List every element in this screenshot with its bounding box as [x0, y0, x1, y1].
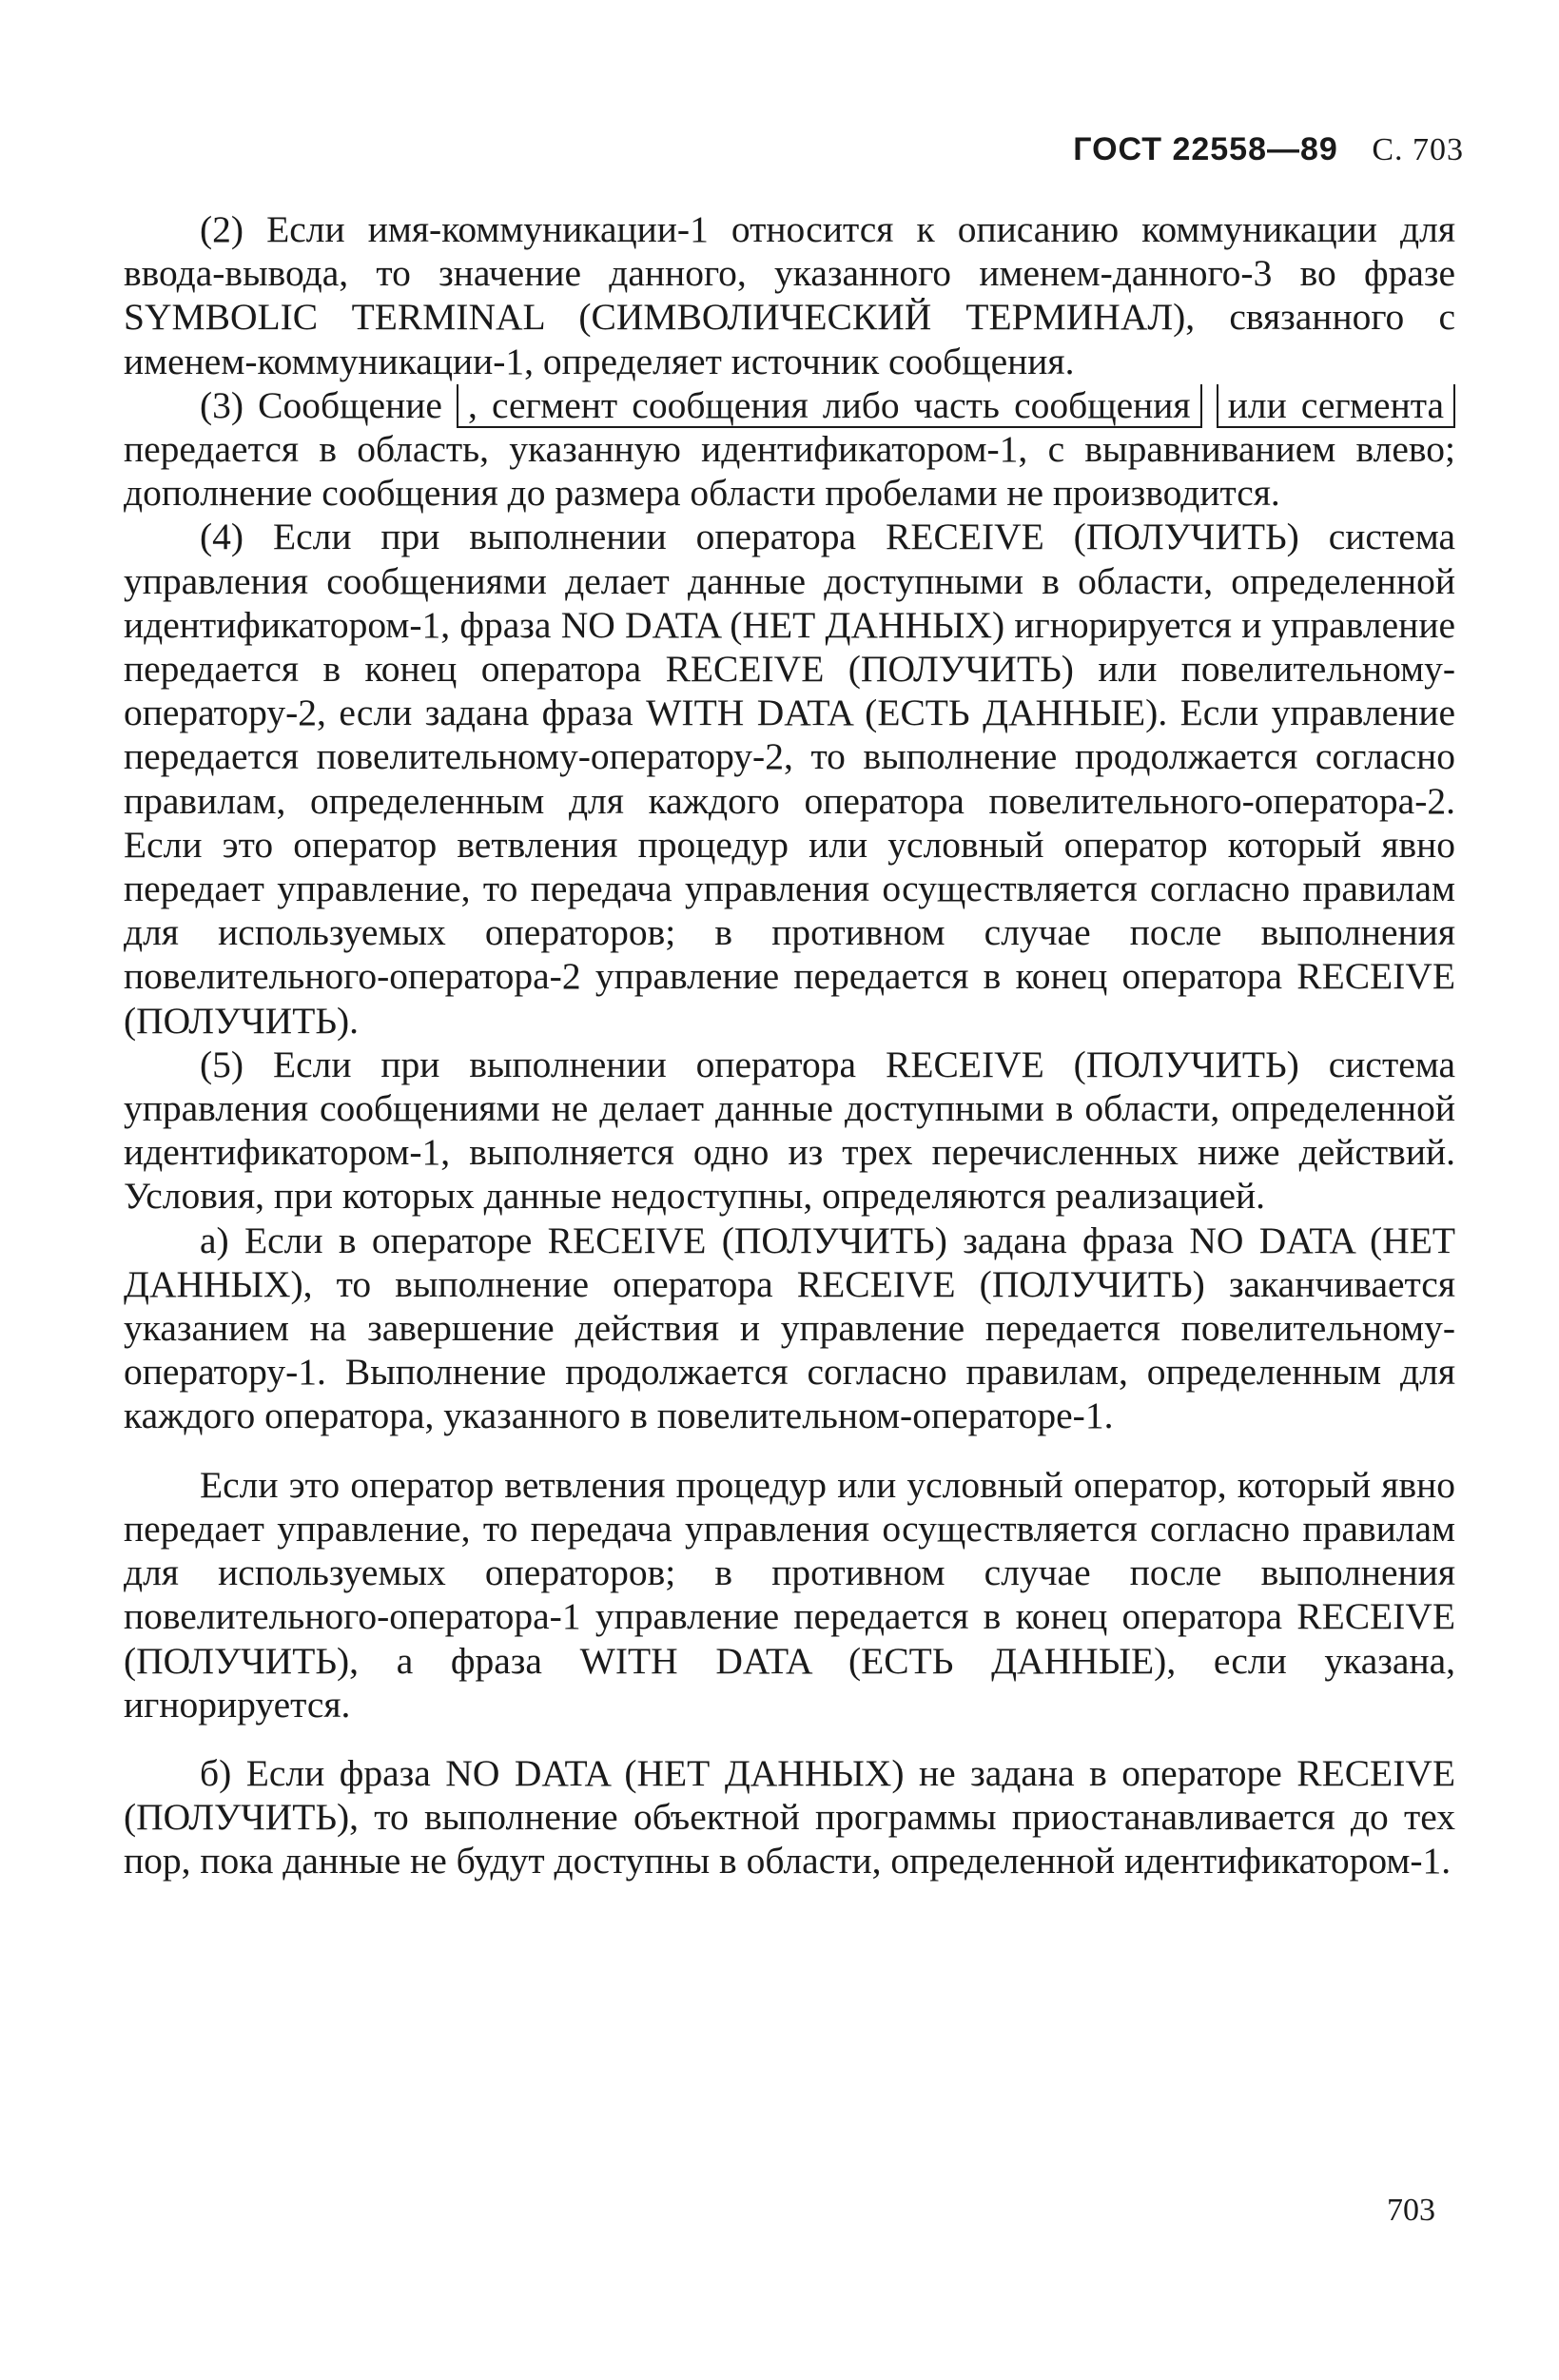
- page-number: 703: [1387, 2193, 1435, 2228]
- paragraph-a-continuation: Если это оператор ветвления процедур или условный оператор, который явно передает управление, то передача управления осуществляется согласно правилам для используемых операторов; в противном случае после выполнения повелительного-оператора-1 управление передается в конец оператора RECEIVE (ПОЛУЧИТЬ), а фраза WITH DATA (ЕСТЬ ДАННЫЕ), если указана, игнорируется.: [124, 1463, 1455, 1726]
- paragraph-2: (2) Если имя-коммуникации-1 относится к описанию коммуникации для ввода-вывода, то значение данного, указанного именем-данного-3 во фразе SYMBOLIC TERMINAL (СИМВОЛИЧЕСКИЙ ТЕРМИНАЛ), связанного с именем-коммуникации-1, определяет источник сообщения.: [124, 208, 1455, 382]
- paragraph-3-end: передается в область, указанную идентификатором-1, с выравниванием влево; дополнение сообщения до размера области пробелами не производится.: [124, 428, 1455, 515]
- boxed-insert-2: или сегмента: [1217, 384, 1455, 428]
- paragraph-a: а) Если в операторе RECEIVE (ПОЛУЧИТЬ) задана фраза NO DATA (НЕТ ДАННЫХ), то выполнение оператора RECEIVE (ПОЛУЧИТЬ) заканчивается указанием на завершение действия и управление передается повелительному-оператору-1. Выполнение продолжается согласно правилам, определенным для каждого оператора, указанного в повелительном-операторе-1.: [124, 1219, 1455, 1437]
- paragraph-5: (5) Если при выполнении оператора RECEIVE (ПОЛУЧИТЬ) система управления сообщениями не делает данные доступными в области, определенной идентификатором-1, выполняется одно из трех перечисленных ниже действий. Условия, при которых данные недоступны, определяются реализацией.: [124, 1043, 1455, 1218]
- paragraph-3: [124, 383, 1455, 516]
- page-reference: С. 703: [1372, 132, 1464, 167]
- page-header: [1073, 131, 1464, 168]
- standard-designation: ГОСТ 22558—89: [1073, 131, 1338, 167]
- paragraph-3-start: (3) Сообщение: [200, 383, 442, 426]
- document-body: [124, 207, 1455, 1883]
- paragraph-b: б) Если фраза NO DATA (НЕТ ДАННЫХ) не задана в операторе RECEIVE (ПОЛУЧИТЬ), то выполнение объектной программы приостанавливается до тех пор, пока данные не будут доступны в области, определенной идентификатором-1.: [124, 1751, 1455, 1883]
- boxed-insert-1: , сегмент сообщения либо часть сообщения: [457, 384, 1202, 428]
- paragraph-4: (4) Если при выполнении оператора RECEIVE (ПОЛУЧИТЬ) система управления сообщениями делает данные доступными в области, определенной идентификатором-1, фраза NO DATA (НЕТ ДАННЫХ) игнорируется и управление передается в конец оператора RECEIVE (ПОЛУЧИТЬ) или повелительному-оператору-2, если задана фраза WITH DATA (ЕСТЬ ДАННЫЕ). Если управление передается повелительному-оператору-2, то выполнение продолжается согласно правилам, определенным для каждого оператора повелительного-оператора-2. Если это оператор ветвления процедур или условный оператор который явно передает управление, то передача управления осуществляется согласно правилам для используемых операторов; в противном случае после выполнения повелительного-оператора-2 управление передается в конец оператора RECEIVE (ПОЛУЧИТЬ).: [124, 516, 1455, 1042]
